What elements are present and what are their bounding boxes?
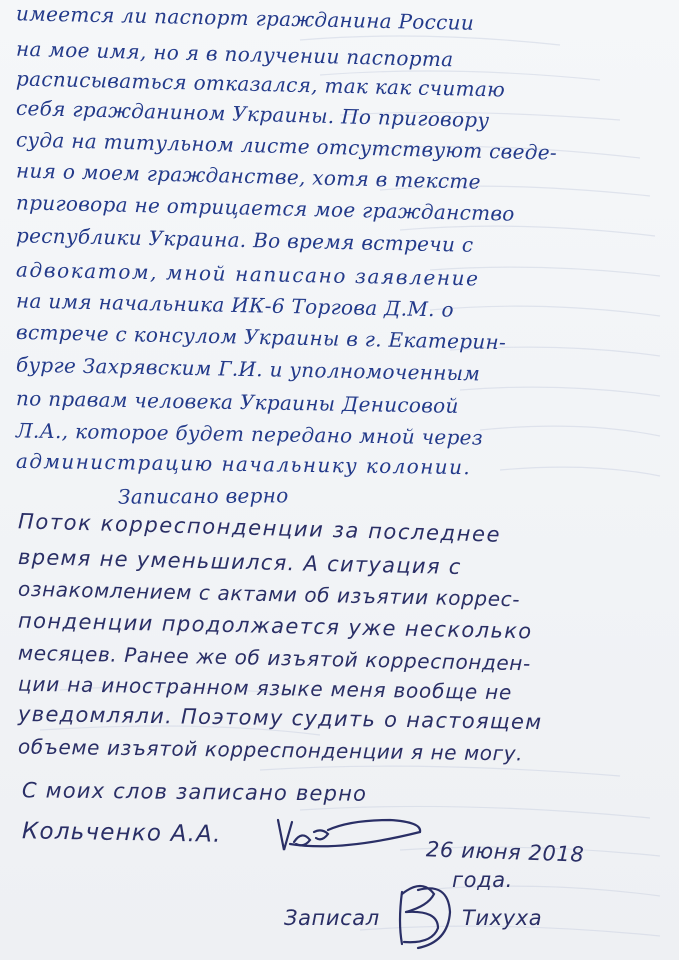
text-line: на имя начальника ИК-6 Торгова Д.М. о [15, 288, 455, 322]
text-line: на мое имя, но я в получении паспорта [15, 36, 454, 72]
date-line: 26 июня 2018 [425, 837, 585, 867]
text-line: ознакомлением с актами об изъятии коррес- [17, 576, 521, 612]
text-line: уведомляли. Поэтому судить о настоящем [17, 701, 543, 735]
text-line: встрече с консулом Украины в г. Екатерин- [15, 319, 507, 355]
text-line: месяцев. Ранее же об изъятой корреспонден- [17, 640, 532, 676]
text-line: Л.А., которое будет передано мной через [15, 418, 484, 450]
closing-note: Записано верно [117, 483, 289, 509]
text-line: республики Украина. Во время встречи с [15, 223, 474, 257]
text-line: приговора не отрицается мое гражданство [15, 190, 515, 226]
text-line: имеется ли паспорт гражданина России [15, 1, 475, 35]
text-line: бурге Захрявским Г.И. и уполномоченным [15, 352, 481, 386]
text-line: расписываться отказался, так как считаю [15, 66, 506, 102]
text-line: Поток корреспонденции за последнее [17, 509, 502, 547]
date-year-word: года. [452, 868, 513, 892]
author-signature [270, 808, 430, 858]
text-line: суда на титульном листе отсутствуют сведе- [15, 127, 558, 165]
text-line: понденции продолжается уже несколько [17, 608, 533, 644]
text-line: объеме изъятой корреспонденции я не могу. [17, 734, 524, 766]
text-line: время не уменьшился. А ситуация с [17, 544, 462, 580]
text-line: себя гражданином Украины. По приговору [15, 95, 490, 133]
closing-statement: С моих слов записано верно [21, 778, 368, 806]
author-name: Кольченко А.А. [21, 818, 222, 848]
recorder-signature [388, 872, 458, 952]
recorded-by-label: Записал [284, 906, 380, 930]
text-line: ния о моем гражданстве, хотя в тексте [15, 158, 482, 194]
text-line: адвокатом, мной написано заявление [15, 257, 480, 291]
text-line: по правам человека Украины Денисовой [15, 386, 459, 418]
text-line: ции на иностранном языке меня вообще не [17, 671, 513, 705]
recorder-name: Тихуха [462, 906, 543, 930]
text-line: администрацию начальнику колонии. [15, 448, 472, 480]
